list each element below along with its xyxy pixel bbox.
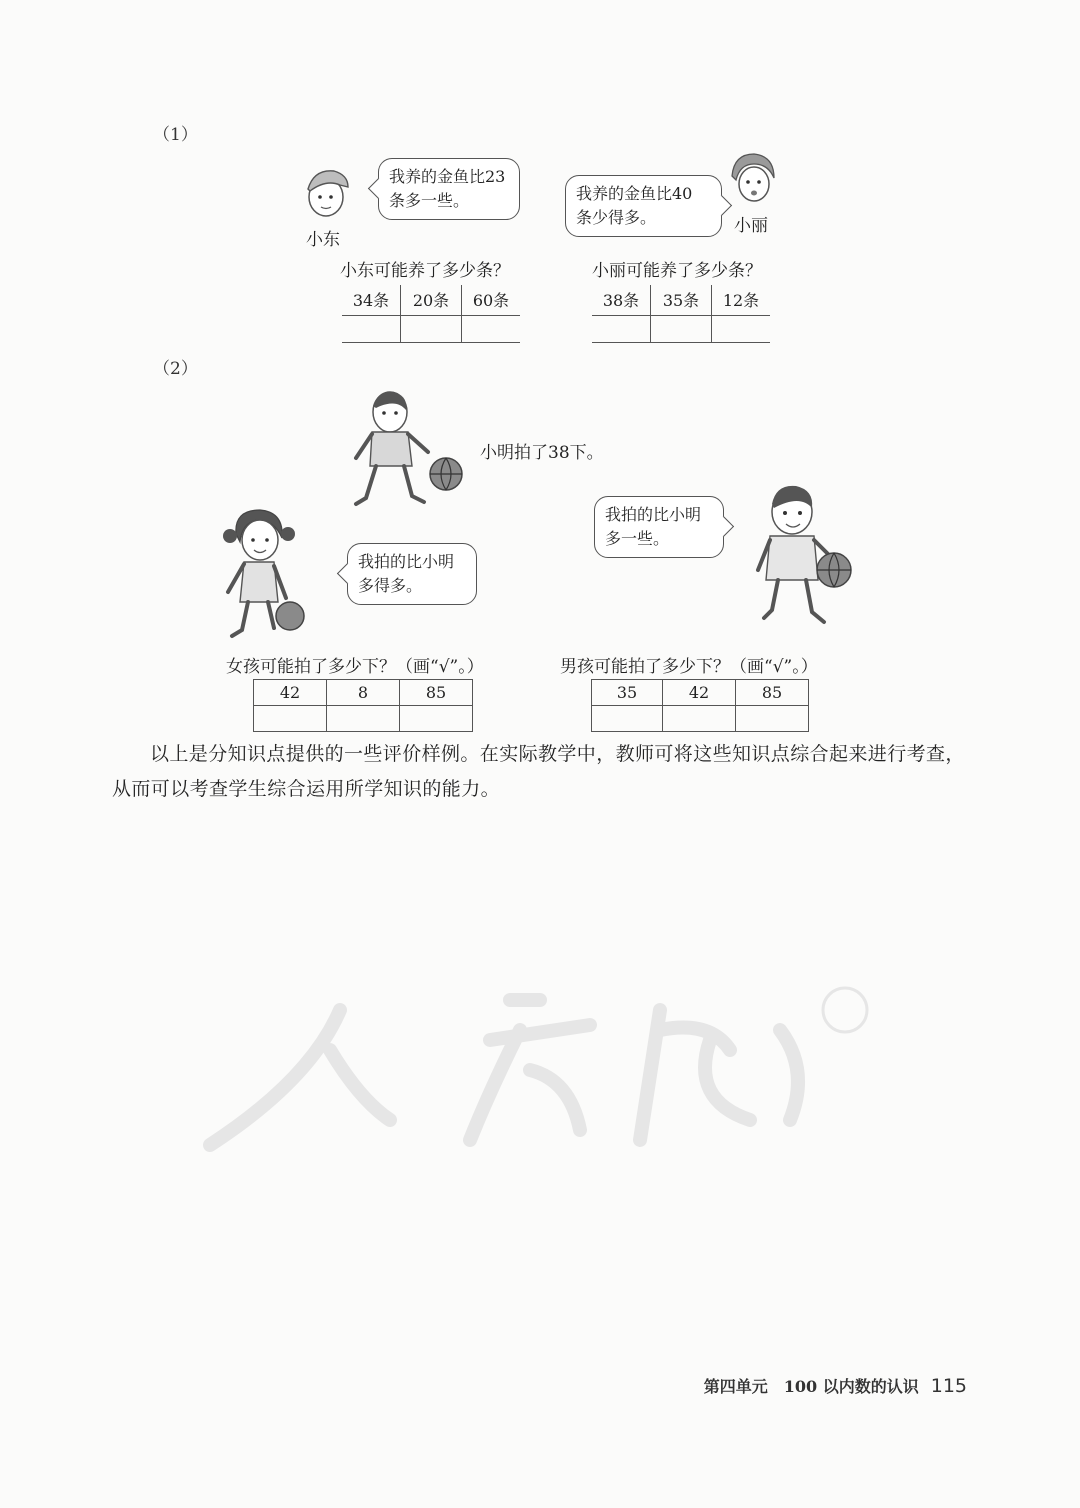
girl-speech-bubble bbox=[347, 543, 477, 605]
answer-cell[interactable] bbox=[342, 315, 401, 342]
option-cell: 34条 bbox=[342, 285, 401, 315]
xiaodong-illustration bbox=[300, 163, 360, 225]
boy-question: 男孩可能拍了多少下？（画“√”。） bbox=[560, 657, 818, 677]
xiaoli-answer-table bbox=[592, 285, 770, 343]
answer-cell[interactable] bbox=[400, 706, 473, 732]
option-cell: 85 bbox=[736, 680, 809, 706]
xiaodong-answer-table bbox=[342, 285, 520, 343]
summary-paragraph: 以上是分知识点提供的一些评价样例。在实际教学中，教师可将这些知识点综合起来进行考查，从而可以考查学生综合运用所学知识的能力。 bbox=[112, 743, 965, 800]
xiaoli-question: 小丽可能养了多少条？ bbox=[592, 261, 762, 281]
girl-speech-line2: 多得多。 bbox=[358, 576, 423, 595]
option-cell: 85 bbox=[400, 680, 473, 706]
boy-answer-table bbox=[591, 679, 809, 732]
boy-speech-bubble bbox=[594, 496, 724, 558]
bubble-tail bbox=[713, 516, 734, 537]
answer-cell[interactable] bbox=[663, 706, 736, 732]
unit-title: 第四单元 100 以内数的认识 bbox=[703, 1377, 919, 1396]
girl-answer-table bbox=[253, 679, 473, 732]
option-cell: 42 bbox=[254, 680, 327, 706]
option-cell: 60条 bbox=[462, 285, 521, 315]
girl-illustration bbox=[218, 508, 313, 643]
publisher-watermark bbox=[190, 970, 890, 1170]
xiaodong-name: 小东 bbox=[306, 230, 340, 250]
xiaoli-speech-line2: 条少得多。 bbox=[576, 208, 657, 227]
xiaoming-illustration bbox=[350, 388, 470, 510]
option-cell: 12条 bbox=[712, 285, 771, 315]
answer-cell[interactable] bbox=[651, 315, 712, 342]
answer-cell[interactable] bbox=[712, 315, 771, 342]
part2-label: （2） bbox=[153, 359, 198, 379]
answer-cell[interactable] bbox=[254, 706, 327, 732]
xiaoli-speech-line1: 我养的金鱼比40 bbox=[576, 184, 693, 203]
xiaodong-speech-bubble bbox=[378, 158, 520, 220]
girl-speech-line1: 我拍的比小明 bbox=[358, 552, 455, 571]
part1-label: （1） bbox=[153, 125, 198, 145]
bubble-tail bbox=[337, 563, 358, 584]
boy-speech-line2: 多一些。 bbox=[605, 529, 670, 548]
boy-illustration bbox=[752, 482, 857, 630]
option-cell: 35 bbox=[592, 680, 663, 706]
answer-cell[interactable] bbox=[736, 706, 809, 732]
option-cell: 42 bbox=[663, 680, 736, 706]
option-cell: 38条 bbox=[592, 285, 651, 315]
xiaoli-speech-bubble bbox=[565, 175, 722, 237]
answer-cell[interactable] bbox=[592, 315, 651, 342]
answer-cell[interactable] bbox=[592, 706, 663, 732]
answer-cell[interactable] bbox=[401, 315, 462, 342]
xiaodong-question: 小东可能养了多少条？ bbox=[340, 261, 510, 281]
option-cell: 20条 bbox=[401, 285, 462, 315]
xiaoming-text: 小明拍了38下。 bbox=[480, 443, 604, 463]
page-footer bbox=[704, 1374, 967, 1397]
page-number: 115 bbox=[930, 1375, 967, 1397]
xiaoli-illustration bbox=[724, 152, 782, 210]
option-cell: 35条 bbox=[651, 285, 712, 315]
option-cell: 8 bbox=[327, 680, 400, 706]
xiaodong-speech-line1: 我养的金鱼比23 bbox=[389, 167, 506, 186]
answer-cell[interactable] bbox=[462, 315, 521, 342]
answer-cell[interactable] bbox=[327, 706, 400, 732]
boy-speech-line1: 我拍的比小明 bbox=[605, 505, 702, 524]
xiaoli-name: 小丽 bbox=[734, 216, 768, 236]
xiaodong-speech-line2: 条多一些。 bbox=[389, 191, 470, 210]
bubble-tail bbox=[368, 178, 389, 199]
girl-question: 女孩可能拍了多少下？（画“√”。） bbox=[226, 657, 484, 677]
